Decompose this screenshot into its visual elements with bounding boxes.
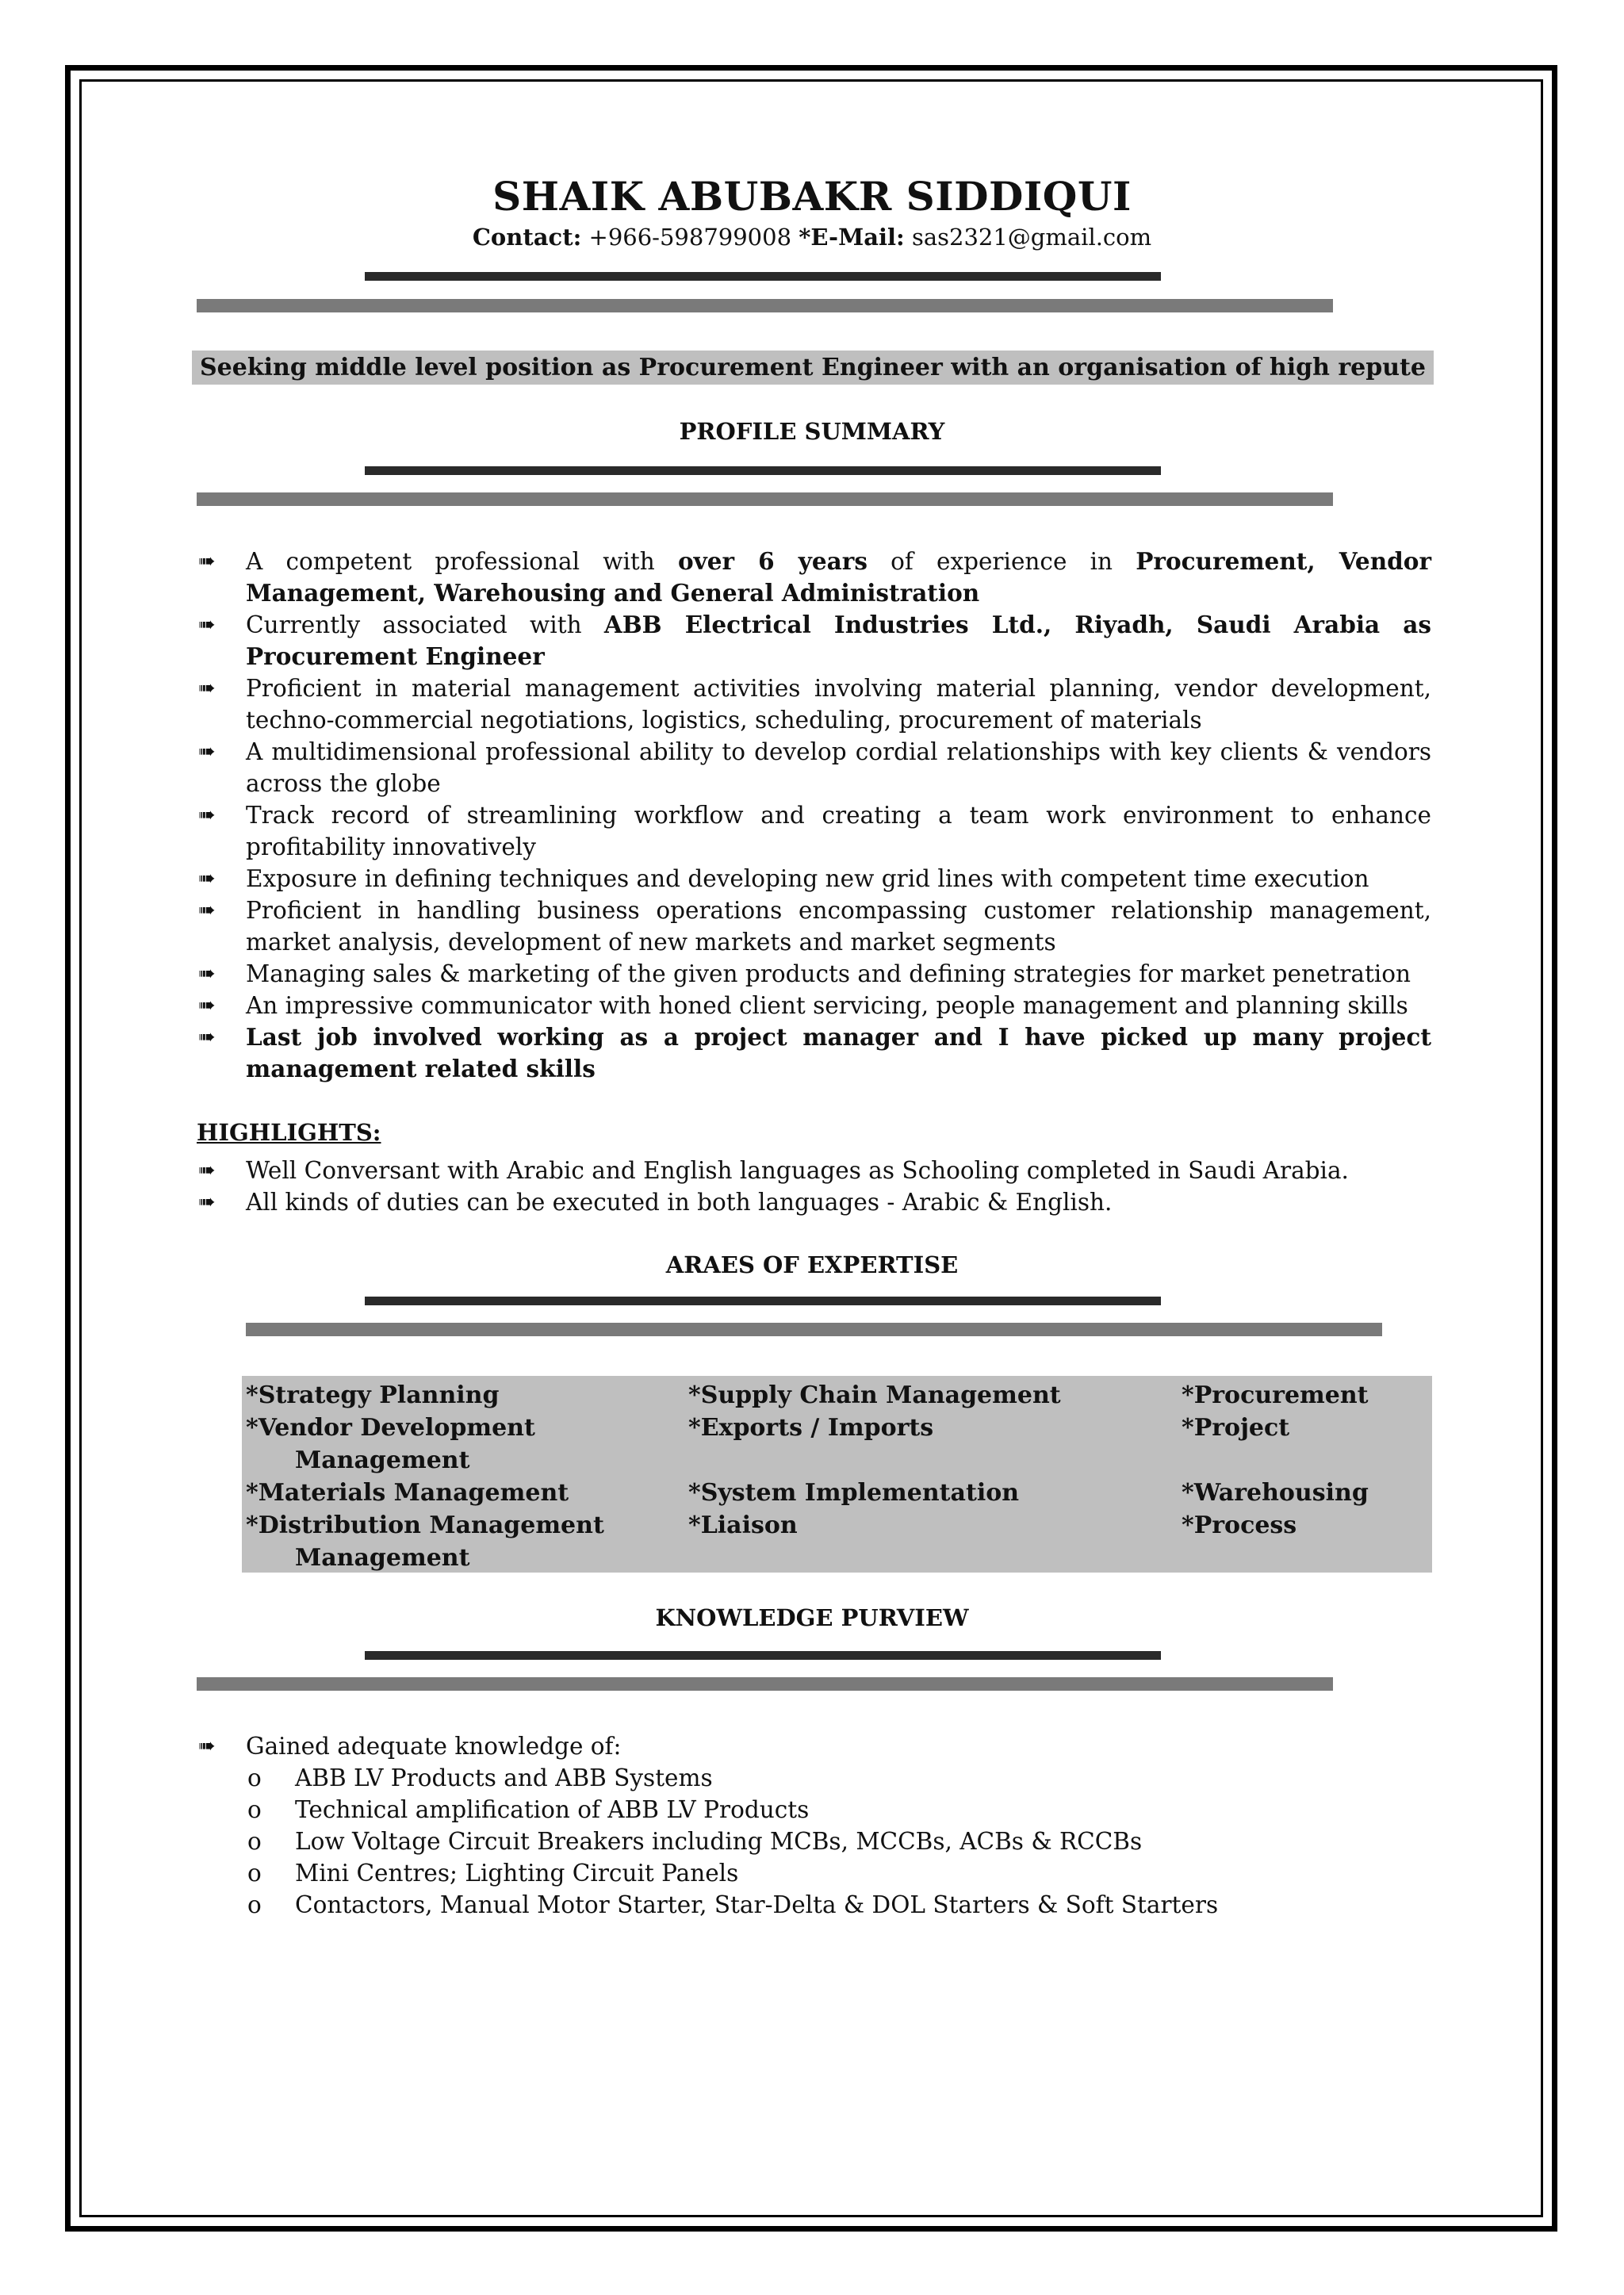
knowledge-intro: Gained adequate knowledge of: <box>246 1733 622 1760</box>
expertise-column-1 <box>246 1379 604 1574</box>
knowledge-title: KNOWLEDGE PURVIEW <box>655 1604 969 1631</box>
list-item <box>198 1155 1431 1186</box>
profile-rule-dark <box>365 466 1161 475</box>
highlights-list <box>198 1155 1431 1218</box>
expertise-item: *Warehousing <box>1182 1479 1369 1507</box>
expertise-column-3 <box>1182 1379 1369 1542</box>
knowledge-item-text: Mini Centres; Lighting Circuit Panels <box>295 1860 739 1887</box>
header-rule-dark <box>365 272 1161 281</box>
list-item <box>247 1794 1218 1826</box>
highlights-title: HIGHLIGHTS: <box>197 1119 381 1146</box>
arrow-bullet-icon: ➠ <box>198 676 216 700</box>
arrow-bullet-icon: ➠ <box>198 550 216 573</box>
email-label: *E-Mail: <box>799 224 905 251</box>
list-item <box>198 799 1431 863</box>
knowledge-item-text: Technical amplification of ABB LV Products <box>295 1796 810 1823</box>
arrow-bullet-icon: ➠ <box>198 867 216 891</box>
circle-bullet-icon: o <box>247 1828 262 1855</box>
arrow-bullet-icon: ➠ <box>198 1159 216 1182</box>
expertise-item: *Procurement <box>1182 1381 1369 1409</box>
expertise-item: *Project <box>1182 1414 1290 1442</box>
highlight-text: All kinds of duties can be executed in both languages - Arabic & English. <box>246 1189 1113 1216</box>
profile-rule-gray <box>197 492 1333 506</box>
expertise-item: *Strategy Planning <box>246 1381 500 1409</box>
circle-bullet-icon: o <box>247 1796 262 1823</box>
profile-text: An impressive communicator with honed client servicing, people management and planning skills <box>246 992 1408 1019</box>
list-item <box>198 1186 1431 1218</box>
profile-summary-list <box>198 546 1431 1085</box>
list-item <box>198 1021 1431 1085</box>
knowledge-intro-list <box>198 1730 1431 1762</box>
contact-line <box>0 224 1624 251</box>
expertise-item: *Liaison <box>688 1511 798 1539</box>
arrow-bullet-icon: ➠ <box>198 803 216 827</box>
expertise-item-continuation: Management <box>295 1544 470 1572</box>
list-item <box>198 672 1431 736</box>
expertise-item: *Vendor Development <box>246 1414 535 1442</box>
expertise-column-2 <box>688 1379 1061 1542</box>
arrow-bullet-icon: ➠ <box>198 1025 216 1049</box>
expertise-item: *Process <box>1182 1511 1297 1539</box>
profile-text: Procurement, Vendor Management, Warehousing and General Administration <box>246 547 1431 607</box>
knowledge-rule-gray <box>197 1677 1333 1691</box>
expertise-item-continuation: Management <box>295 1446 470 1474</box>
expertise-rule-dark <box>365 1297 1161 1305</box>
profile-text: Exposure in defining techniques and developing new grid lines with competent time execution <box>246 865 1369 892</box>
arrow-bullet-icon: ➠ <box>198 994 216 1017</box>
knowledge-item-text: ABB LV Products and ABB Systems <box>295 1764 713 1791</box>
knowledge-item-text: Low Voltage Circuit Breakers including MCBs, MCCBs, ACBs & RCCBs <box>295 1828 1143 1855</box>
circle-bullet-icon: o <box>247 1860 262 1887</box>
list-item <box>198 958 1431 990</box>
list-item <box>198 609 1431 672</box>
profile-text: Track record of streamlining workflow and creating a team work environment to enhance profitability innovatively <box>246 802 1431 860</box>
list-item <box>198 736 1431 799</box>
knowledge-sublist <box>247 1762 1218 1921</box>
header-rule-gray <box>197 299 1333 312</box>
list-item <box>198 546 1431 609</box>
circle-bullet-icon: o <box>247 1764 262 1791</box>
objective-banner: Seeking middle level position as Procurement Engineer with an organisation of high repute <box>192 351 1434 385</box>
knowledge-rule-dark <box>365 1651 1161 1660</box>
expertise-item: *Supply Chain Management <box>688 1381 1061 1409</box>
list-item <box>198 863 1431 895</box>
list-item <box>247 1889 1218 1921</box>
expertise-item: *Materials Management <box>246 1479 569 1507</box>
arrow-bullet-icon: ➠ <box>198 898 216 922</box>
candidate-name: SHAIK ABUBAKR SIDDIQUI <box>492 173 1132 220</box>
profile-text: A competent professional with <box>246 548 678 575</box>
list-item <box>247 1857 1218 1889</box>
profile-summary-title: PROFILE SUMMARY <box>679 418 945 445</box>
circle-bullet-icon: o <box>247 1891 262 1918</box>
list-item <box>198 895 1431 958</box>
expertise-rule-gray <box>246 1323 1382 1336</box>
arrow-bullet-icon: ➠ <box>198 613 216 637</box>
expertise-item: *Distribution Management <box>246 1511 604 1539</box>
highlight-text: Well Conversant with Arabic and English languages as Schooling completed in Saudi Arabia. <box>246 1157 1349 1184</box>
arrow-bullet-icon: ➠ <box>198 1734 216 1758</box>
phone-number: +966-598799008 <box>588 224 792 251</box>
list-item <box>198 1730 1431 1762</box>
profile-text: ABB Electrical Industries Ltd., Riyadh, Saudi Arabia as Procurement Engineer <box>246 611 1432 670</box>
list-item <box>247 1826 1218 1857</box>
list-item <box>198 990 1431 1021</box>
expertise-item: *System Implementation <box>688 1479 1020 1507</box>
arrow-bullet-icon: ➠ <box>198 740 216 764</box>
profile-text: Proficient in handling business operations encompassing customer relationship management, market analysis, development of new markets and market segments <box>246 897 1431 956</box>
contact-label: Contact: <box>472 224 582 251</box>
arrow-bullet-icon: ➠ <box>198 1190 216 1214</box>
profile-text: A multidimensional professional ability to develop cordial relationships with key clients & vendors across the globe <box>246 738 1431 797</box>
expertise-item: *Exports / Imports <box>688 1414 934 1442</box>
arrow-bullet-icon: ➠ <box>198 962 216 986</box>
list-item <box>247 1762 1218 1794</box>
profile-text: Proficient in material management activities involving material planning, vendor development, techno-commercial negotiations, logistics, scheduling, procurement of materials <box>246 675 1431 734</box>
email-address: sas2321@gmail.com <box>911 224 1152 251</box>
knowledge-item-text: Contactors, Manual Motor Starter, Star-Delta & DOL Starters & Soft Starters <box>295 1891 1219 1918</box>
profile-text: Last job involved working as a project manager and I have picked up many project management related skills <box>246 1023 1431 1082</box>
expertise-title: ARAES OF EXPERTISE <box>665 1251 959 1278</box>
profile-text: of experience in <box>867 548 1136 575</box>
expertise-table <box>242 1376 1432 1573</box>
profile-text: over 6 years <box>677 547 868 575</box>
profile-text: Managing sales & marketing of the given products and defining strategies for market penetration <box>246 960 1411 987</box>
profile-text: Currently associated with <box>246 611 604 638</box>
